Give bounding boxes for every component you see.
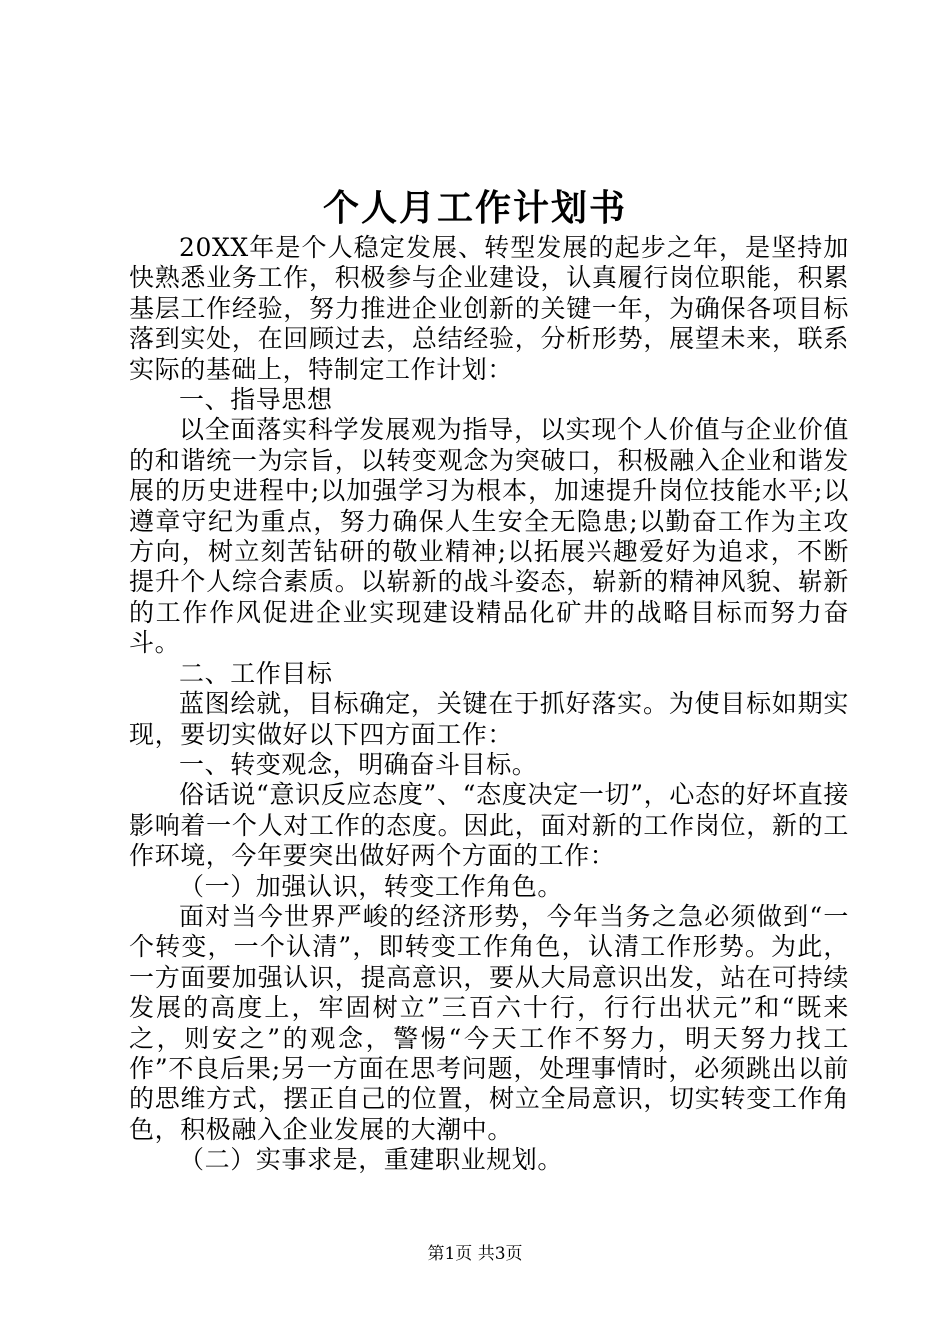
section-heading-work-goals: 二、工作目标 (179, 658, 333, 688)
section-heading-guiding-thought: 一、指导思想 (179, 385, 333, 415)
page-footer: 第1页 共3页 (427, 1244, 523, 1264)
paragraph-strengthen-awareness: 面对当今世界严峻的经济形势，今年当务之急必须做到“一个转变，一个认清”，即转变工作角色，认清工作形势。为此，一方面要加强认识，提高意识，要从大局意识出发，站在可持续发展的高度上，牢固树立”三百六十行，行行出状元”和“既来之，则安之”的观念，警惕“今天工作不努力，明天努力找工作”不良后果;另一方面在思考问题，处理事情时，必须跳出以前的思维方式，摆正自己的位置，树立全局意识，切实转变工作角色，积极融入企业发展的大潮中。 (129, 901, 849, 1144)
subheading-change-mindset: 一、转变观念，明确奋斗目标。 (179, 749, 538, 779)
paragraph-work-goals: 蓝图绘就，目标确定，关键在于抓好落实。为使目标如期实现，要切实做好以下四方面工作： (129, 689, 849, 749)
paragraph-change-mindset: 俗话说“意识反应态度”、“态度决定一切”，心态的好坏直接影响着一个人对工作的态度。因此，面对新的工作岗位，新的工作环境，今年要突出做好两个方面的工作： (129, 780, 849, 871)
subheading-strengthen-awareness: （一）加强认识，转变工作角色。 (179, 871, 564, 901)
document-body (129, 233, 849, 1176)
document-title: 个人月工作计划书 (322, 187, 627, 229)
paragraph-intro: 20XX年是个人稳定发展、转型发展的起步之年，是坚持加快熟悉业务工作，积极参与企业建设，认真履行岗位职能，积累基层工作经验，努力推进企业创新的关键一年，为确保各项目标落到实处，在回顾过去，总结经验，分析形势，展望未来，联系实际的基础上，特制定工作计划： (129, 233, 849, 384)
subheading-career-planning: （二）实事求是，重建职业规划。 (179, 1145, 564, 1175)
paragraph-guiding-thought: 以全面落实科学发展观为指导，以实现个人价值与企业价值的和谐统一为宗旨，以转变观念为突破口，积极融入企业和谐发展的历史进程中;以加强学习为根本，加速提升岗位技能水平;以遵章守纪为重点，努力确保人生安全无隐患;以勤奋工作为主攻方向，树立刻苦钻研的敬业精神;以拓展兴趣爱好为追求，不断提升个人综合素质。以崭新的战斗姿态，崭新的精神风貌、崭新的工作作风促进企业实现建设精品化矿井的战略目标而努力奋斗。 (129, 415, 849, 658)
